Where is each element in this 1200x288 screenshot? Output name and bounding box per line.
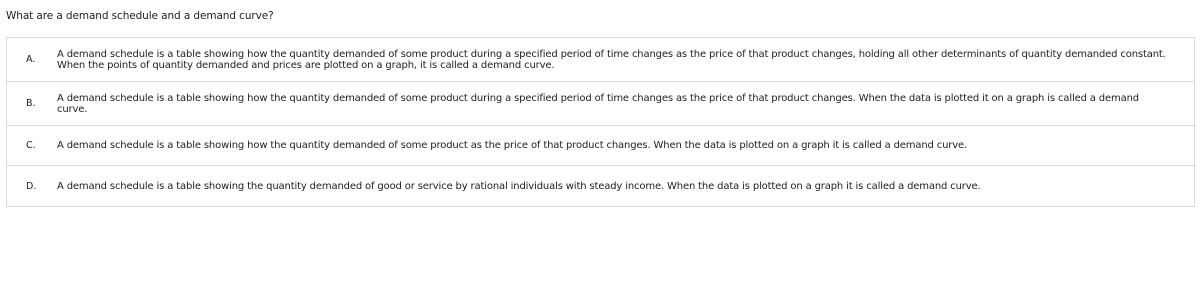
question-text: What are a demand schedule and a demand curve? xyxy=(6,10,274,22)
option-c[interactable] xyxy=(7,126,1194,166)
option-text: A demand schedule is a table showing how the quantity demanded of some product as the price of that product changes. When the data is plotted on a graph it is called a demand curve. xyxy=(57,140,968,151)
option-b[interactable] xyxy=(7,82,1194,126)
option-d[interactable] xyxy=(7,166,1194,206)
option-text: A demand schedule is a table showing the quantity demanded of good or service by rational individuals with steady income. When the data is plotted on a graph it is called a demand curve. xyxy=(57,180,981,192)
option-letter: D. xyxy=(26,180,37,192)
option-letter: C. xyxy=(26,140,36,151)
option-text: A demand schedule is a table showing how the quantity demanded of some product during a specified period of time changes as the price of that product changes. When the data is plotted it on a graph is called a demand curve. xyxy=(57,92,1139,115)
option-text: A demand schedule is a table showing how the quantity demanded of some product during a specified period of time changes as the price of that product changes, holding all other determinants of quantity demanded constant. When the points of quantity demanded and prices are plotted on a graph, it is called a demand curve. xyxy=(57,48,1166,71)
answer-options xyxy=(6,37,1195,207)
option-letter: B. xyxy=(26,98,36,109)
option-a[interactable] xyxy=(7,38,1194,82)
option-letter: A. xyxy=(26,54,36,65)
